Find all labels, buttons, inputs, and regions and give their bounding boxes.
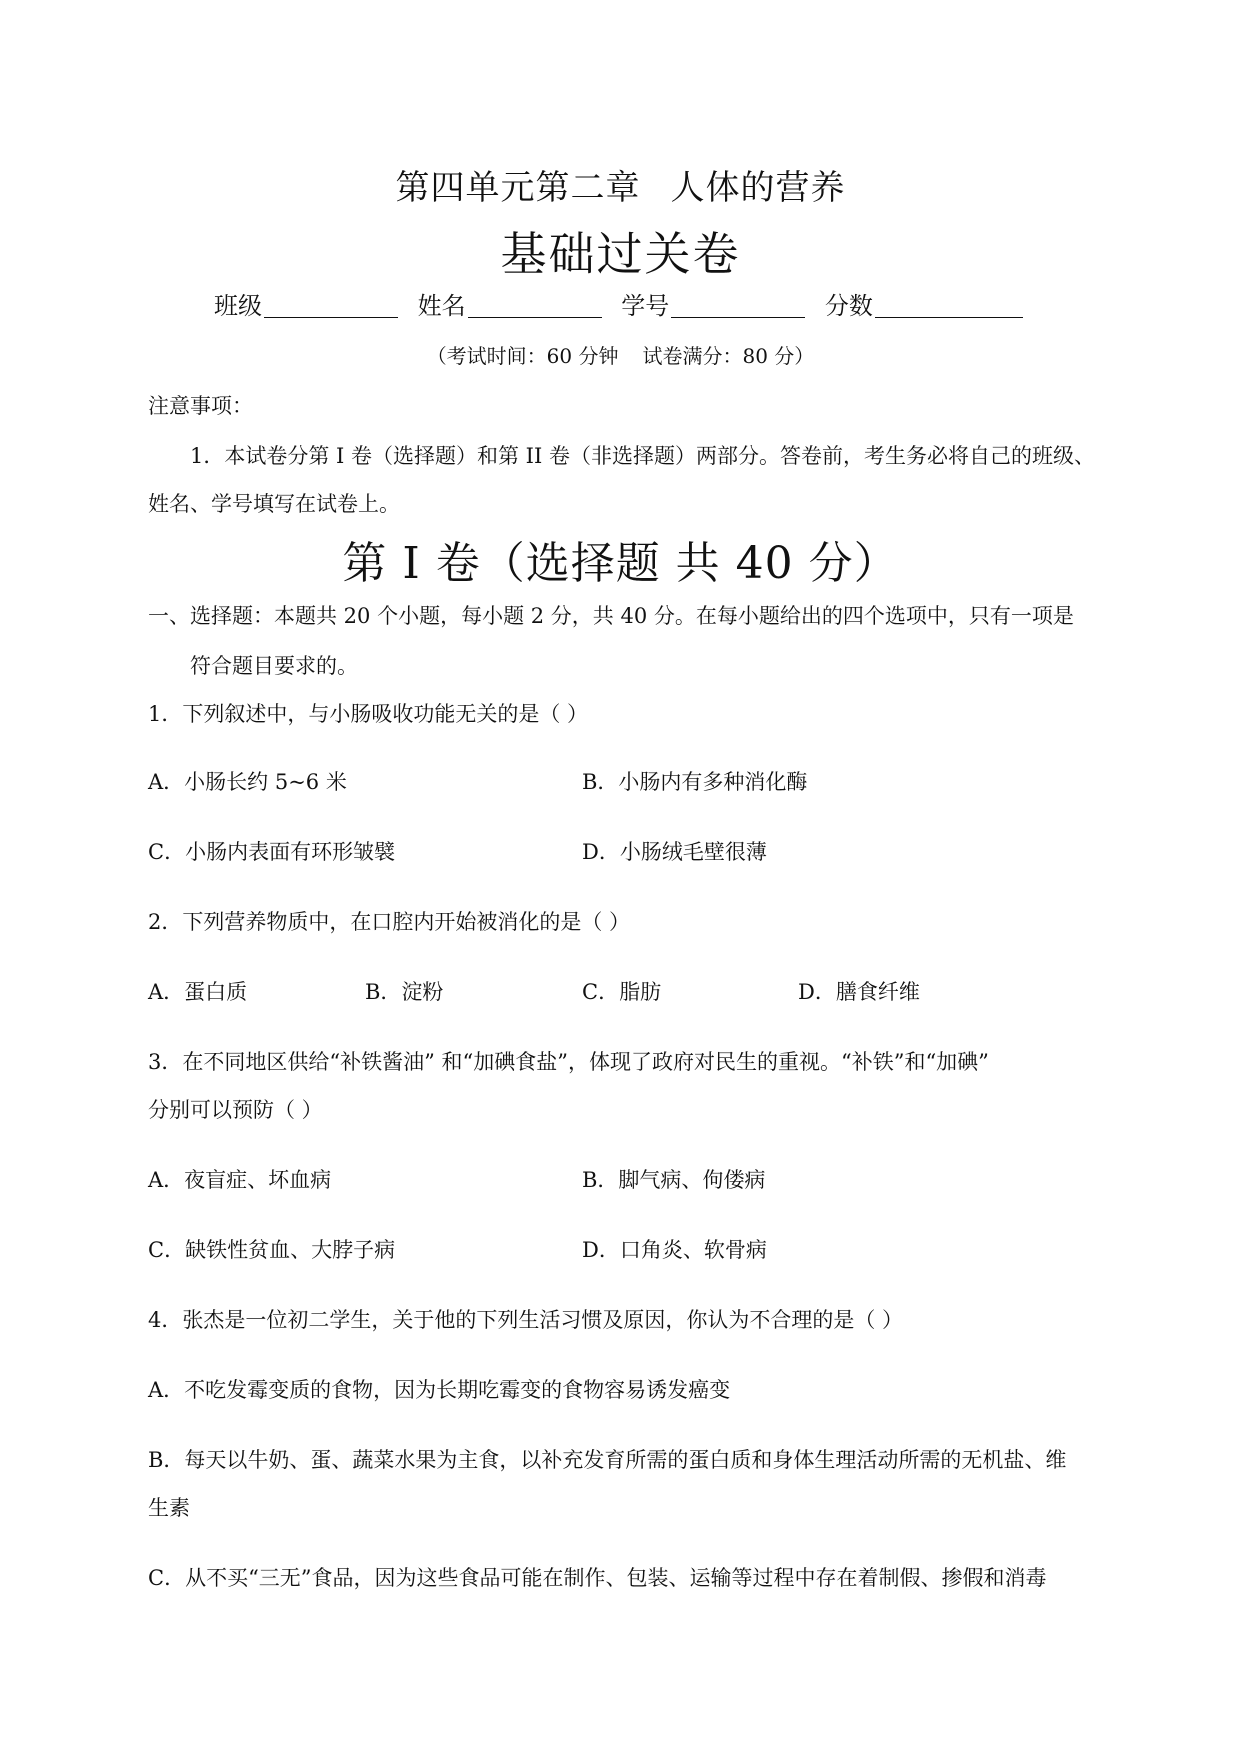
- question-1-option-a[interactable]: A．小肠长约 5~6 米: [148, 770, 347, 794]
- section-title: 第 I 卷（选择题 共 40 分）: [342, 538, 899, 589]
- question-3-option-d[interactable]: D．口角炎、软骨病: [582, 1238, 767, 1262]
- question-2-option-c[interactable]: C．脂肪: [582, 980, 662, 1004]
- notice-heading: 注意事项：: [148, 394, 253, 418]
- student-id-blank[interactable]: [671, 293, 805, 318]
- question-4-option-b-cont[interactable]: 生素: [148, 1496, 190, 1520]
- section-instruction: 一、选择题：本题共 20 个小题，每小题 2 分，共 40 分。在每小题给出的四个选项中，只有一项是: [148, 604, 1074, 628]
- notice-item-1-cont: 姓名、学号填写在试卷上。: [148, 492, 400, 516]
- question-1-stem: 1．下列叙述中，与小肠吸收功能无关的是（ ）: [148, 702, 589, 726]
- section-instruction-cont: 符合题目要求的。: [190, 654, 358, 678]
- question-3-option-a[interactable]: A．夜盲症、坏血病: [148, 1168, 332, 1192]
- exam-full-score: 试卷满分：80 分）: [642, 344, 815, 368]
- unit-title-part2: 人体的营养: [670, 168, 846, 208]
- notice-item-1: 1．本试卷分第 I 卷（选择题）和第 II 卷（非选择题）两部分。答卷前，考生务必将自己的班级、: [190, 444, 1095, 468]
- question-1-option-d[interactable]: D．小肠绒毛壁很薄: [582, 840, 767, 864]
- question-1-option-c[interactable]: C．小肠内表面有环形皱襞: [148, 840, 396, 864]
- class-blank[interactable]: [264, 293, 398, 318]
- name-blank[interactable]: [468, 293, 602, 318]
- unit-title-part1: 第四单元第二章: [395, 168, 641, 208]
- question-2-option-a[interactable]: A．蛋白质: [148, 980, 248, 1004]
- question-3-option-b[interactable]: B．脚气病、佝偻病: [582, 1168, 766, 1192]
- name-label: 姓名: [417, 292, 466, 320]
- question-2-stem: 2．下列营养物质中，在口腔内开始被消化的是（ ）: [148, 910, 631, 934]
- exam-info: [0, 340, 1241, 369]
- question-1-option-b[interactable]: B．小肠内有多种消化酶: [582, 770, 808, 794]
- student-id-label: 学号: [621, 292, 670, 320]
- paper-subtitle: 基础过关卷: [500, 227, 741, 281]
- question-4-option-b[interactable]: B．每天以牛奶、蛋、蔬菜水果为主食，以补充发育所需的蛋白质和身体生理活动所需的无机盐、维: [148, 1448, 1067, 1472]
- question-3-option-c[interactable]: C．缺铁性贫血、大脖子病: [148, 1238, 396, 1262]
- question-3-stem-cont: 分别可以预防（ ）: [148, 1098, 323, 1122]
- question-3-stem: 3．在不同地区供给“补铁酱油” 和“加碘食盐”，体现了政府对民生的重视。“补铁”和“加碘”: [148, 1050, 989, 1074]
- score-blank[interactable]: [875, 293, 1023, 318]
- score-label: 分数: [824, 292, 873, 320]
- question-4-option-c[interactable]: C．从不买“三无”食品，因为这些食品可能在制作、包装、运输等过程中存在着制假、掺假和消毒: [148, 1566, 1047, 1590]
- question-2-option-d[interactable]: D．膳食纤维: [798, 980, 920, 1004]
- exam-time: （考试时间：60 分钟: [426, 344, 619, 368]
- student-info-line: [214, 286, 1035, 321]
- question-2-option-b[interactable]: B．淀粉: [365, 980, 444, 1004]
- question-4-stem: 4．张杰是一位初二学生，关于他的下列生活习惯及原因，你认为不合理的是（ ）: [148, 1308, 904, 1332]
- unit-title: [0, 160, 1241, 209]
- question-4-option-a[interactable]: A．不吃发霉变质的食物，因为长期吃霉变的食物容易诱发癌变: [148, 1378, 731, 1402]
- class-label: 班级: [214, 292, 262, 320]
